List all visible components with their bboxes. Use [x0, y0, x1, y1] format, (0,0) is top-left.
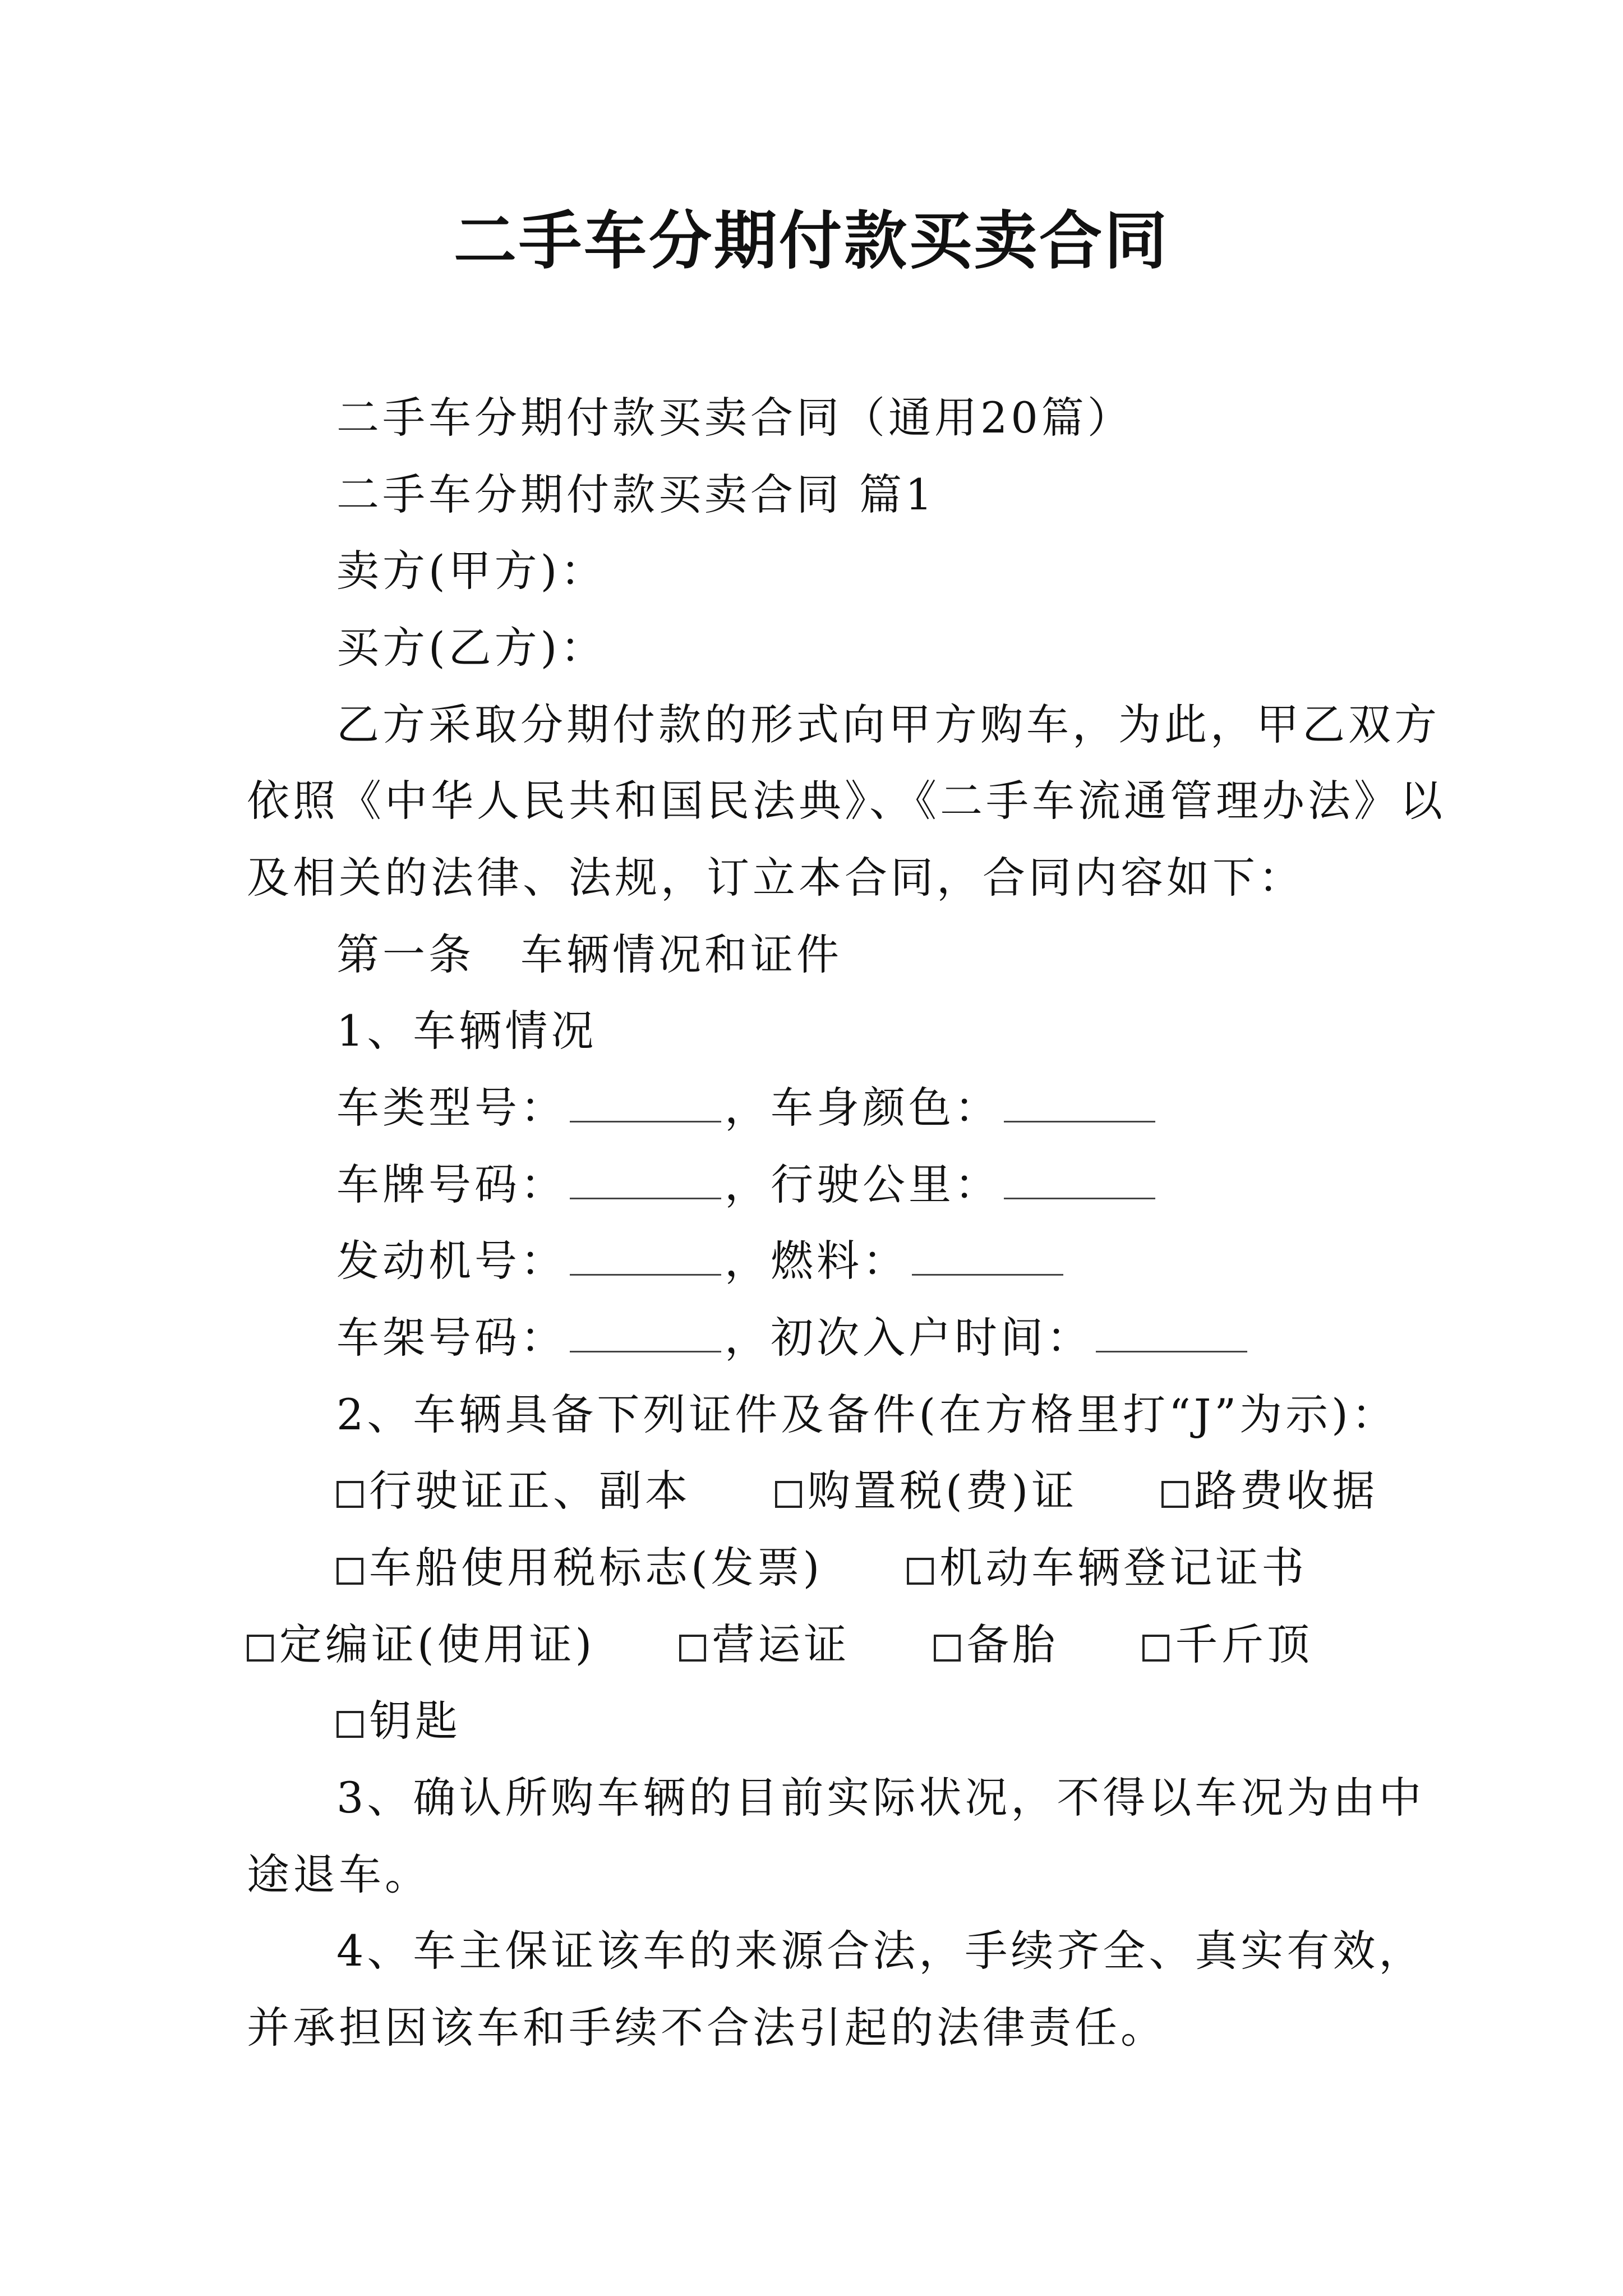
- checkbox-icon[interactable]: [1142, 1635, 1169, 1662]
- preamble-line-1: 乙方采取分期付款的形式向甲方购车，为此，甲乙双方: [336, 700, 1440, 749]
- register-label: ，初次入户时间：: [725, 1313, 1092, 1363]
- documents-heading: 2、车辆具备下列证件及备件(在方格里打“J”为示)：: [336, 1389, 1398, 1439]
- checkbox-icon[interactable]: [336, 1481, 363, 1508]
- vehicle-status-heading: 1、车辆情况: [336, 1006, 597, 1056]
- checkbox-icon[interactable]: [247, 1635, 274, 1662]
- preamble-line-3: 及相关的法律、法规，订立本合同，合同内容如下：: [247, 853, 1304, 903]
- check-label: 机动车辆登记证书: [939, 1543, 1308, 1593]
- check-item-spare-tire[interactable]: [934, 1614, 1058, 1676]
- check-label: 千斤顶: [1175, 1619, 1313, 1669]
- mileage-blank[interactable]: [1004, 1158, 1155, 1199]
- clause-3-line-2: 途退车。: [247, 1849, 431, 1899]
- check-item-tax[interactable]: [775, 1460, 1077, 1522]
- fuel-label: ，燃料：: [725, 1236, 909, 1286]
- checkbox-icon[interactable]: [934, 1635, 961, 1662]
- plate-blank[interactable]: [570, 1158, 721, 1199]
- mileage-label: ，行驶公里：: [725, 1159, 1000, 1209]
- frame-blank[interactable]: [570, 1312, 721, 1352]
- check-item-key[interactable]: [336, 1690, 461, 1752]
- engine-blank[interactable]: [570, 1235, 721, 1276]
- frame-label: 车架号码：: [336, 1313, 566, 1363]
- check-label: 车船使用税标志(发票): [369, 1543, 823, 1593]
- check-item-registration[interactable]: [907, 1537, 1307, 1599]
- checkbox-icon[interactable]: [336, 1558, 363, 1585]
- check-item-toll[interactable]: [1161, 1460, 1378, 1522]
- seller-line: 卖方(甲方)：: [336, 546, 607, 596]
- page-title: 二手车分期付款买卖合同: [454, 204, 1169, 278]
- checklist-row-2: [336, 1537, 1307, 1599]
- field-row-model-color: [336, 1077, 1159, 1139]
- clause-4-line-1: 4、车主保证该车的来源合法，手续齐全、真实有效，: [336, 1926, 1425, 1976]
- checklist-row-4: [336, 1690, 461, 1752]
- section-title: 二手车分期付款买卖合同 篇1: [336, 470, 936, 519]
- checkbox-icon[interactable]: [336, 1711, 363, 1738]
- check-label: 营运证: [712, 1619, 850, 1669]
- buyer-line: 买方(乙方)：: [336, 623, 607, 673]
- fuel-blank[interactable]: [912, 1235, 1063, 1276]
- check-label: 备胎: [966, 1619, 1059, 1669]
- checkbox-icon[interactable]: [775, 1481, 802, 1508]
- preamble-line-2: 依照《中华人民共和国民法典》、《二手车流通管理办法》以: [247, 776, 1446, 826]
- color-blank[interactable]: [1004, 1082, 1155, 1122]
- clause-3-line-1: 3、确认所购车辆的目前实际状况，不得以车况为由中: [336, 1773, 1425, 1823]
- checkbox-icon[interactable]: [1161, 1481, 1188, 1508]
- checklist-row-3: [247, 1614, 1313, 1676]
- article1-heading: 第一条 车辆情况和证件: [336, 930, 842, 979]
- model-blank[interactable]: [570, 1082, 721, 1122]
- check-item-operation[interactable]: [679, 1614, 850, 1676]
- checklist-row-1: [336, 1460, 1378, 1522]
- check-item-quota[interactable]: [247, 1614, 595, 1676]
- check-label: 钥匙: [369, 1696, 461, 1746]
- plate-label: 车牌号码：: [336, 1159, 566, 1209]
- check-label: 定编证(使用证): [279, 1619, 596, 1669]
- checkbox-icon[interactable]: [679, 1635, 706, 1662]
- field-row-frame-register: [336, 1307, 1251, 1369]
- check-item-license[interactable]: [336, 1460, 691, 1522]
- register-blank[interactable]: [1096, 1312, 1247, 1352]
- check-item-jack[interactable]: [1142, 1614, 1313, 1676]
- model-label: 车类型号：: [336, 1083, 566, 1133]
- check-label: 购置税(费)证: [808, 1466, 1078, 1516]
- field-row-plate-mileage: [336, 1154, 1159, 1216]
- document-subtitle: 二手车分期付款买卖合同（通用20篇）: [336, 393, 1133, 443]
- checkbox-icon[interactable]: [907, 1558, 934, 1585]
- clause-4-line-2: 并承担因该车和手续不合法引起的法律责任。: [247, 2003, 1166, 2053]
- engine-label: 发动机号：: [336, 1236, 566, 1286]
- check-label: 行驶证正、副本: [369, 1466, 691, 1516]
- color-label: ，车身颜色：: [725, 1083, 1000, 1133]
- check-label: 路费收据: [1194, 1466, 1378, 1516]
- check-item-vessel-tax[interactable]: [336, 1537, 823, 1599]
- field-row-engine-fuel: [336, 1230, 1067, 1292]
